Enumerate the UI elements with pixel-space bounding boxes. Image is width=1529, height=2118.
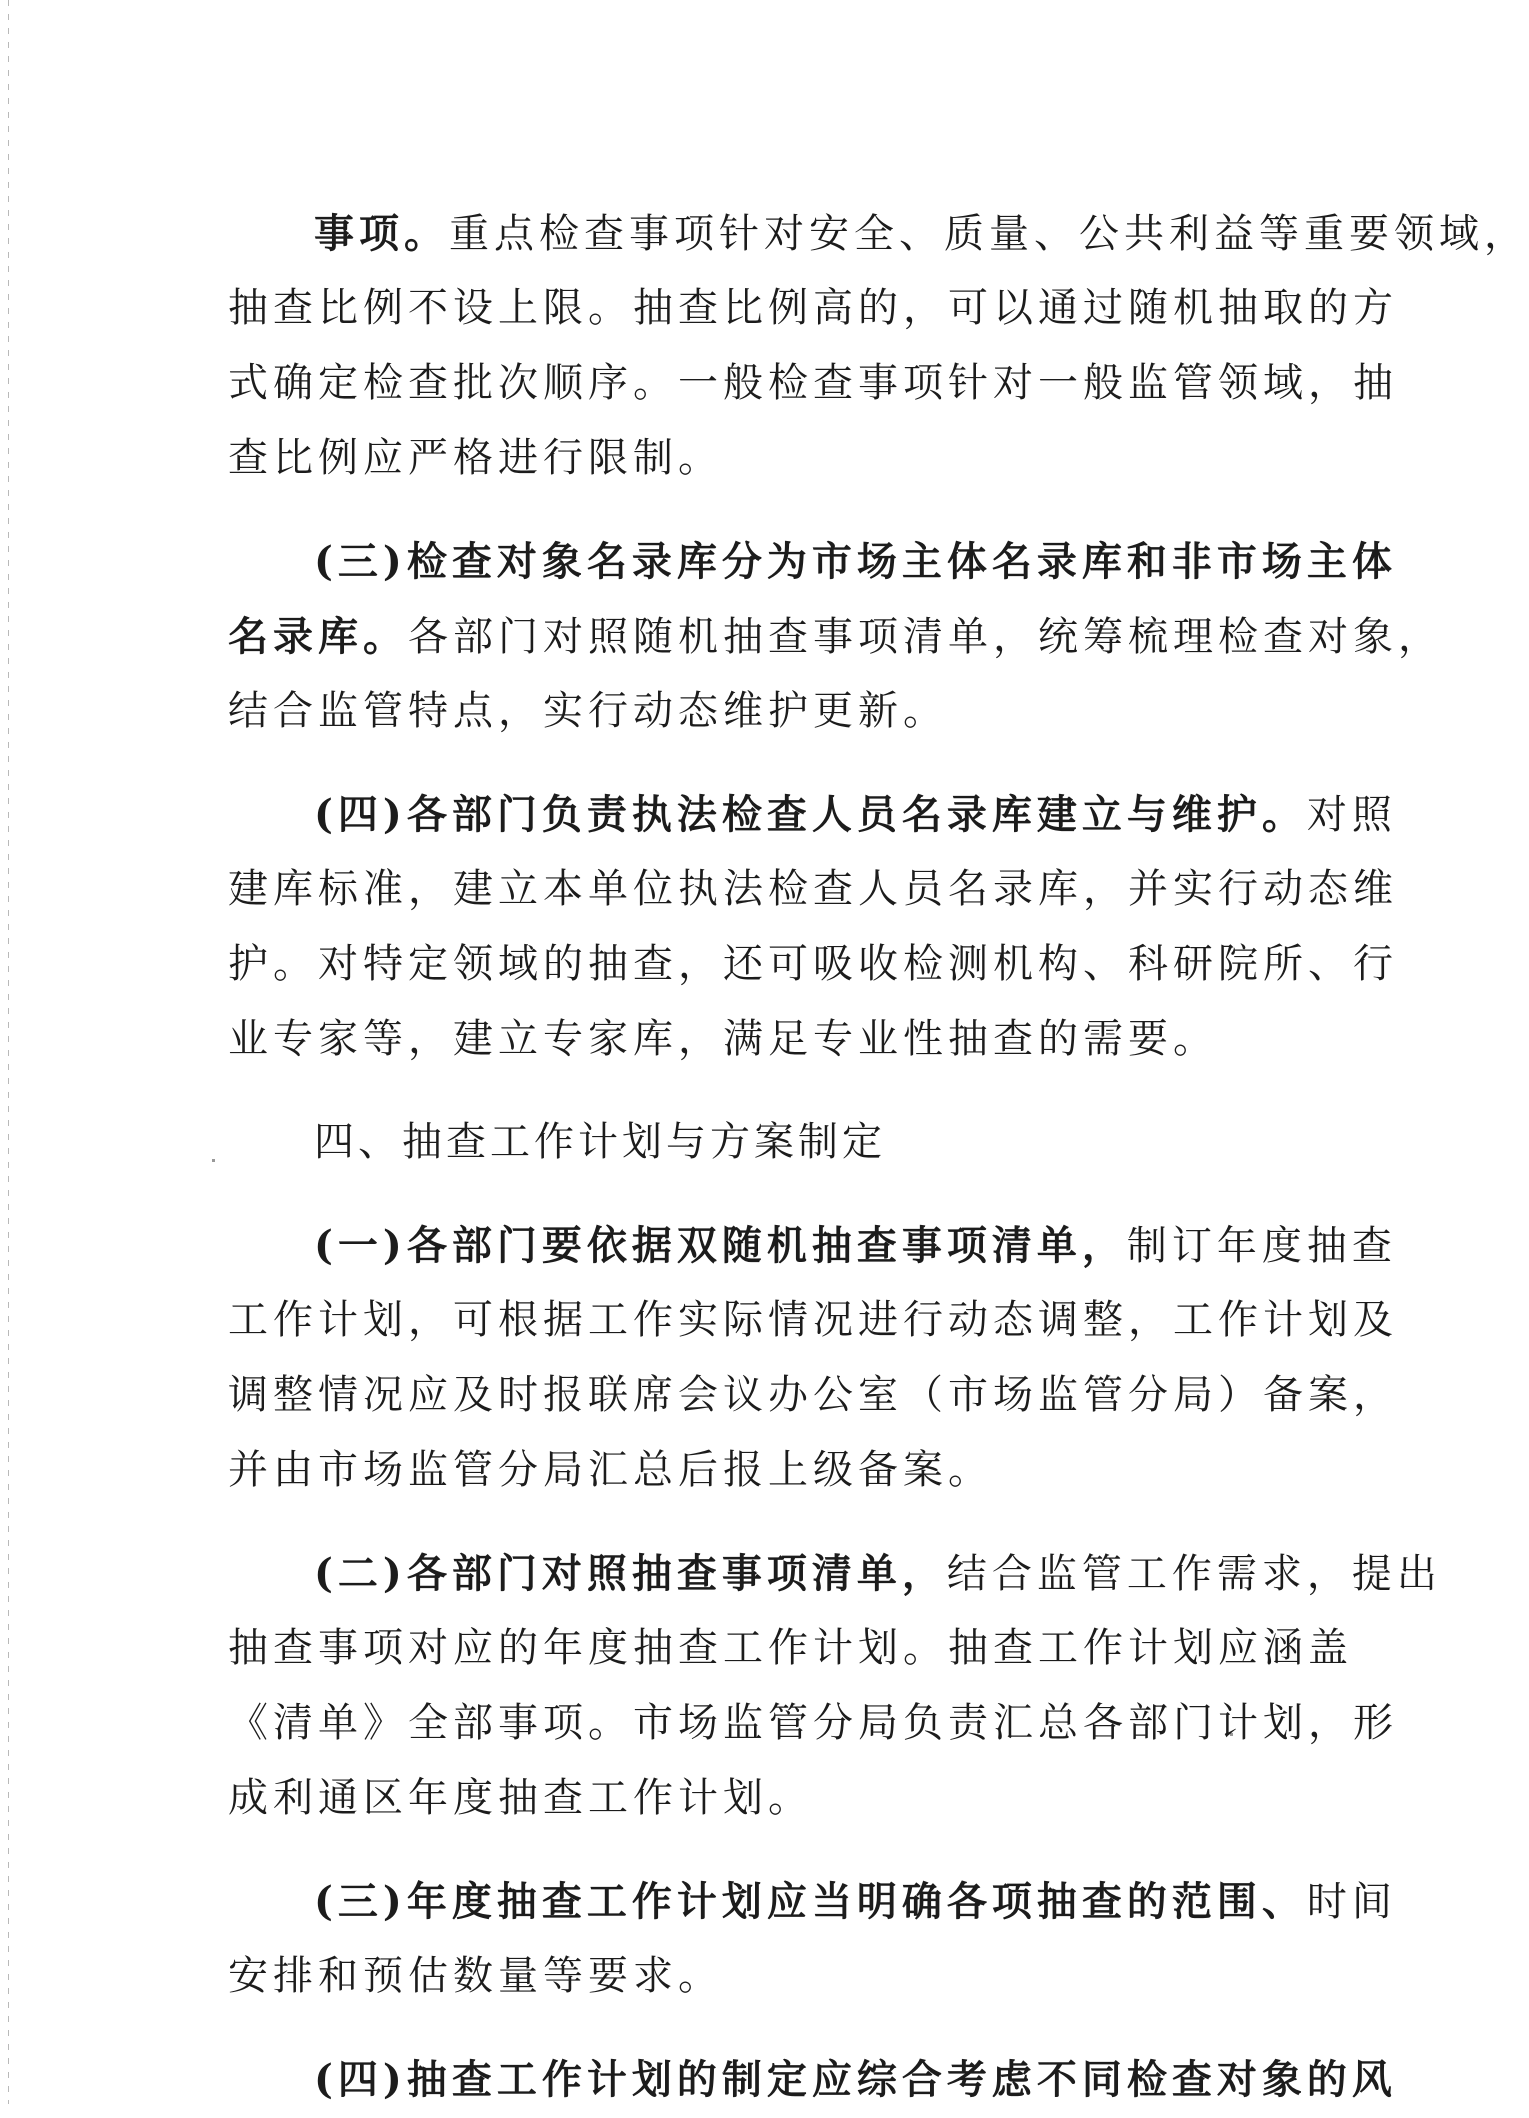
paragraph — [228, 1208, 1398, 1508]
body-text-run: 重点检查事项针对安全、质量、公共利益等重要领域， — [449, 211, 1529, 257]
text-line — [228, 421, 1272, 496]
text-line — [228, 1105, 1272, 1180]
paragraph — [228, 196, 1529, 496]
paragraph — [228, 524, 1443, 749]
body-text-run: 调整情况应及时报联席会议办公室（市场监管分局）备案， — [228, 1372, 1398, 1418]
paragraph — [228, 777, 1398, 1077]
paragraph-gap — [228, 2014, 1272, 2042]
paragraph-gap — [228, 496, 1272, 524]
paragraph-gap — [228, 749, 1272, 777]
scan-speck — [212, 1159, 215, 1162]
body-text-run: 并由市场监管分局汇总后报上级备案。 — [228, 1447, 993, 1493]
body-text-run: 护。对特定领域的抽查，还可吸收检测机构、科研院所、行 — [228, 941, 1398, 987]
body-text-run: 成利通区年度抽查工作计划。 — [228, 1775, 813, 1821]
body-text-run: 抽查比例不设上限。抽查比例高的，可以通过随机抽取的方 — [228, 285, 1398, 331]
text-line — [228, 1433, 1272, 1508]
text-line — [228, 1939, 1272, 2014]
text-line — [228, 346, 1398, 421]
text-line — [228, 524, 1397, 599]
text-line — [228, 196, 1529, 271]
text-line — [228, 1358, 1398, 1433]
paragraph-gap — [228, 1836, 1272, 1864]
body-text-run: 建库标准，建立本单位执法检查人员名录库，并实行动态维 — [228, 866, 1398, 912]
text-line — [228, 1611, 1353, 1686]
binding-edge-mark — [8, 0, 9, 2104]
text-line — [228, 927, 1398, 1002]
bold-lead-text: (一)各部门要依据双随机抽查事项清单， — [314, 1222, 1127, 1269]
body-text-run: 抽查事项对应的年度抽查工作计划。抽查工作计划应涵盖 — [228, 1625, 1353, 1671]
body-text-run: 《清单》全部事项。市场监管分局负责汇总各部门计划，形 — [228, 1700, 1398, 1746]
body-text-run: 安排和预估数量等要求。 — [228, 1953, 723, 1999]
body-text-run: 式确定检查批次顺序。一般检查事项针对一般监管领域，抽 — [228, 360, 1398, 406]
body-text-run: 时间 — [1306, 1879, 1397, 1925]
body-text-run: 结合监管工作需求，提出 — [946, 1551, 1442, 1597]
text-line — [228, 599, 1443, 674]
paragraph — [228, 1536, 1442, 1836]
paragraph-gap — [228, 1508, 1272, 1536]
bold-lead-text: 名录库。 — [228, 613, 408, 660]
bold-lead-text: (四)抽查工作计划的制定应综合考虑不同检查对象的风 — [314, 2056, 1397, 2103]
text-line — [228, 2042, 1397, 2117]
bold-lead-text: (三)检查对象名录库分为市场主体名录库和非市场主体 — [314, 538, 1397, 585]
text-line — [228, 777, 1397, 852]
text-line — [228, 1864, 1397, 1939]
paragraph — [228, 2042, 1397, 2117]
text-line — [228, 1208, 1397, 1283]
text-line — [228, 674, 1272, 749]
body-text-run: 结合监管特点，实行动态维护更新。 — [228, 688, 948, 734]
section-heading — [228, 1105, 1272, 1180]
body-text-run: 四、抽查工作计划与方案制定 — [314, 1119, 886, 1165]
bold-lead-text: 事项。 — [314, 210, 449, 257]
text-line — [228, 271, 1398, 346]
paragraph-gap — [228, 1180, 1272, 1208]
bold-lead-text: (三)年度抽查工作计划应当明确各项抽查的范围、 — [314, 1878, 1307, 1925]
paragraph — [228, 1864, 1397, 2014]
body-text-run: 查比例应严格进行限制。 — [228, 435, 723, 481]
text-line — [228, 1002, 1272, 1077]
bold-lead-text: (四)各部门负责执法检查人员名录库建立与维护。 — [314, 791, 1307, 838]
document-body — [228, 196, 1529, 2117]
text-line — [228, 1283, 1398, 1358]
body-text-run: 对照 — [1306, 792, 1397, 838]
text-line — [228, 1536, 1442, 1611]
text-line — [228, 1761, 1272, 1836]
body-text-run: 业专家等，建立专家库，满足专业性抽查的需要。 — [228, 1016, 1218, 1062]
bold-lead-text: (二)各部门对照抽查事项清单， — [314, 1550, 947, 1597]
text-line — [228, 1686, 1398, 1761]
text-line — [228, 852, 1398, 927]
body-text-run: 各部门对照随机抽查事项清单，统筹梳理检查对象， — [408, 614, 1443, 660]
body-text-run: 制订年度抽查 — [1126, 1223, 1397, 1269]
paragraph-gap — [228, 1077, 1272, 1105]
body-text-run: 工作计划，可根据工作实际情况进行动态调整，工作计划及 — [228, 1297, 1398, 1343]
